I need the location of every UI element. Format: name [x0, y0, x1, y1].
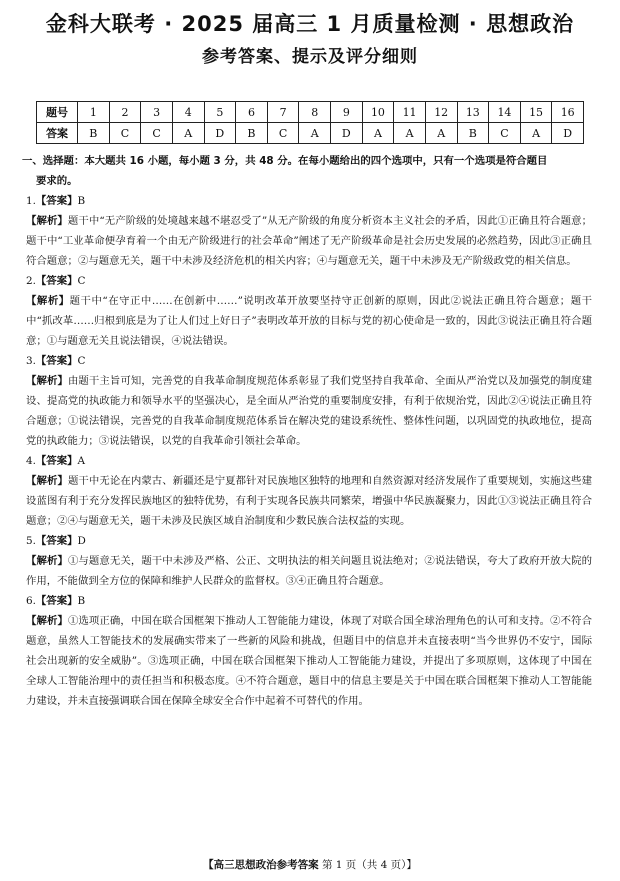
row-label-number: 题号 [37, 102, 78, 123]
question-number-cell: 8 [299, 102, 331, 123]
answer-value: B [77, 595, 86, 607]
section-heading-line2: 要求的。 [36, 175, 78, 187]
answer-value: C [77, 355, 86, 367]
question-number-cell: 15 [520, 102, 552, 123]
answer-explanations [22, 151, 593, 711]
question-number-cell: 7 [267, 102, 299, 123]
explanation [26, 291, 592, 351]
answer-label: 【答案】 [35, 195, 78, 207]
footer-page-number: 第 1 页（共 4 页）】 [321, 859, 417, 871]
answer-label: 【答案】 [35, 355, 78, 367]
question-number-cell: 11 [394, 102, 426, 123]
answer-label: 【答案】 [35, 535, 78, 547]
explanation-text: ①选项正确，中国在联合国框架下推动人工智能能力建设，体现了对联合国全球治理角色的认可和支持。②不符合题意，虽然人工智能技术的发展确实带来了一些新的风险和挑战，但题目中的信息并未直接表明“当今世界仍不安宁，国际社会出现新的安全威胁”。③选项正确，中国在联合国框架下推动人工智能能力建设，并提出了多项原则，这体现了中国在全球人工智能治理中的责任担当和积极态度。④不符合题意，题目中的信息主要是关于中国在联合国框架下推动人工智能能力建设，并未直接强调联合国在保障全球安全合作中起着不可替代的作用。 [26, 615, 592, 707]
answer-label: 【答案】 [35, 455, 78, 467]
question-number-cell: 13 [457, 102, 489, 123]
question-number: 3. [26, 355, 36, 367]
explanation-text: 题干中无论在内蒙古、新疆还是宁夏都针对民族地区独特的地理和自然资源对经济发展作了重要规划，实施这些建设蓝图有利于充分发挥民族地区的独特优势，有利于实现各民族共同繁荣，增强中华民族凝聚力，因此①③说法正确且符合题意；②④与题意无关，题干未涉及民族区域自治制度和少数民族合法权益的实现。 [26, 475, 592, 527]
question-block [26, 591, 592, 711]
explanation [26, 611, 592, 711]
answer-label: 【答案】 [35, 275, 78, 287]
question-number: 6. [26, 595, 36, 607]
explanation-label: 【解析】 [26, 375, 68, 387]
explanation [26, 551, 592, 591]
question-block [26, 351, 592, 451]
answer-cell: B [78, 123, 110, 144]
answer-value: B [77, 195, 86, 207]
question-number-cell: 9 [331, 102, 363, 123]
answer-label: 【答案】 [35, 595, 78, 607]
question-number-cell: 16 [552, 102, 584, 123]
section-heading [22, 151, 592, 191]
answer-value: A [77, 455, 85, 467]
footer-label: 【高三思想政治参考答案 [203, 859, 319, 871]
answer-line [26, 271, 592, 291]
explanation-text: 题干中“无产阶级的处境越来越不堪忍受了”从无产阶级的角度分析资本主义社会的矛盾，因此①正确且符合题意；题干中“工业革命便孕育着一个由无产阶级进行的社会革命”阐述了无产阶级革命是社会历史发展的必然趋势，因此③正确且符合题意；②与题意无关，题干中未涉及经济危机的相关内容；④与题意无关，题干中未涉及无产阶级政党的相关信息。 [26, 215, 593, 267]
question-block [26, 451, 592, 531]
question-block [26, 271, 592, 351]
explanation-label: 【解析】 [26, 615, 68, 627]
answer-cell: D [331, 123, 363, 144]
row-label-answer: 答案 [37, 123, 78, 144]
question-number: 2. [26, 275, 36, 287]
answer-cell: D [204, 123, 236, 144]
answer-cell: A [172, 123, 204, 144]
question-number-cell: 14 [489, 102, 521, 123]
explanation-label: 【解析】 [26, 475, 68, 487]
question-block [26, 191, 592, 271]
explanation-label: 【解析】 [26, 295, 70, 307]
answer-cell: C [267, 123, 299, 144]
explanation-text: 题干中“在守正中……在创新中……”说明改革开放要坚持守正创新的原则，因此②说法正确且符合题意；题干中“抓改革……归根到底是为了让人们过上好日子”表明改革开放的目标与党的初心使命是一致的，因此③说法正确且符合题意；①与题意无关且说法错误，④说法错误。 [26, 295, 592, 347]
explanation-text: ①与题意无关，题干中未涉及严格、公正、文明执法的相关问题且说法绝对；②说法错误，夸大了政府开放大院的作用，不能做到全方位的保障和维护人民群众的监督权。③④正确且符合题意。 [26, 555, 592, 587]
answer-cell: A [299, 123, 331, 144]
question-number-cell: 2 [109, 102, 141, 123]
answer-table [36, 101, 584, 144]
question-number-cell: 12 [425, 102, 457, 123]
answer-cell: A [520, 123, 552, 144]
answer-cell: A [394, 123, 426, 144]
question-number-cell: 3 [141, 102, 173, 123]
explanation [26, 471, 592, 531]
answer-line [26, 591, 592, 611]
question-number-row [37, 102, 584, 123]
question-number: 1. [26, 195, 36, 207]
answer-cell: B [457, 123, 489, 144]
page-footer [0, 857, 620, 872]
answer-line [26, 531, 592, 551]
answer-cell: C [141, 123, 173, 144]
question-number: 4. [26, 455, 36, 467]
page-subtitle: 参考答案、提示及评分细则 [202, 47, 418, 67]
question-number-cell: 4 [172, 102, 204, 123]
answer-line [26, 191, 592, 211]
explanation [26, 371, 592, 451]
question-number-cell: 10 [362, 102, 394, 123]
explanation-text: 由题干主旨可知，完善党的自我革命制度规范体系彰显了我们党坚持自我革命、全面从严治党以及加强党的制度建设、提高党的执政能力和领导水平的坚强决心，是全面从严治党的重要制度安排，有利于依规治党，因此②④说法正确且符合题意；①说法错误，完善党的自我革命制度规范体系旨在解决党的建设系统性、整体性问题，以巩固党的执政地位，提高党的执政能力；③说法错误，以党的自我革命引领社会革命。 [26, 375, 592, 447]
answer-cell: A [425, 123, 457, 144]
question-number-cell: 1 [78, 102, 110, 123]
answer-cell: B [236, 123, 268, 144]
answer-value: D [77, 535, 86, 547]
answer-line [26, 351, 592, 371]
explanation [26, 211, 592, 271]
question-block [26, 531, 592, 591]
section-heading-line1: 一、选择题：本大题共 16 小题，每小题 3 分，共 48 分。在每小题给出的四个选项中，只有一个选项是符合题目 [22, 155, 548, 167]
answer-cell: C [109, 123, 141, 144]
question-number: 5. [26, 535, 36, 547]
answer-line [26, 451, 592, 471]
explanation-label: 【解析】 [26, 555, 68, 567]
answer-cell: D [552, 123, 584, 144]
question-number-cell: 5 [204, 102, 236, 123]
page-title: 金科大联考 · 2025 届高三 1 月质量检测 · 思想政治 [45, 12, 575, 36]
answer-row [37, 123, 584, 144]
explanation-label: 【解析】 [26, 215, 68, 227]
answer-value: C [77, 275, 86, 287]
answer-cell: C [489, 123, 521, 144]
question-number-cell: 6 [236, 102, 268, 123]
answer-cell: A [362, 123, 394, 144]
